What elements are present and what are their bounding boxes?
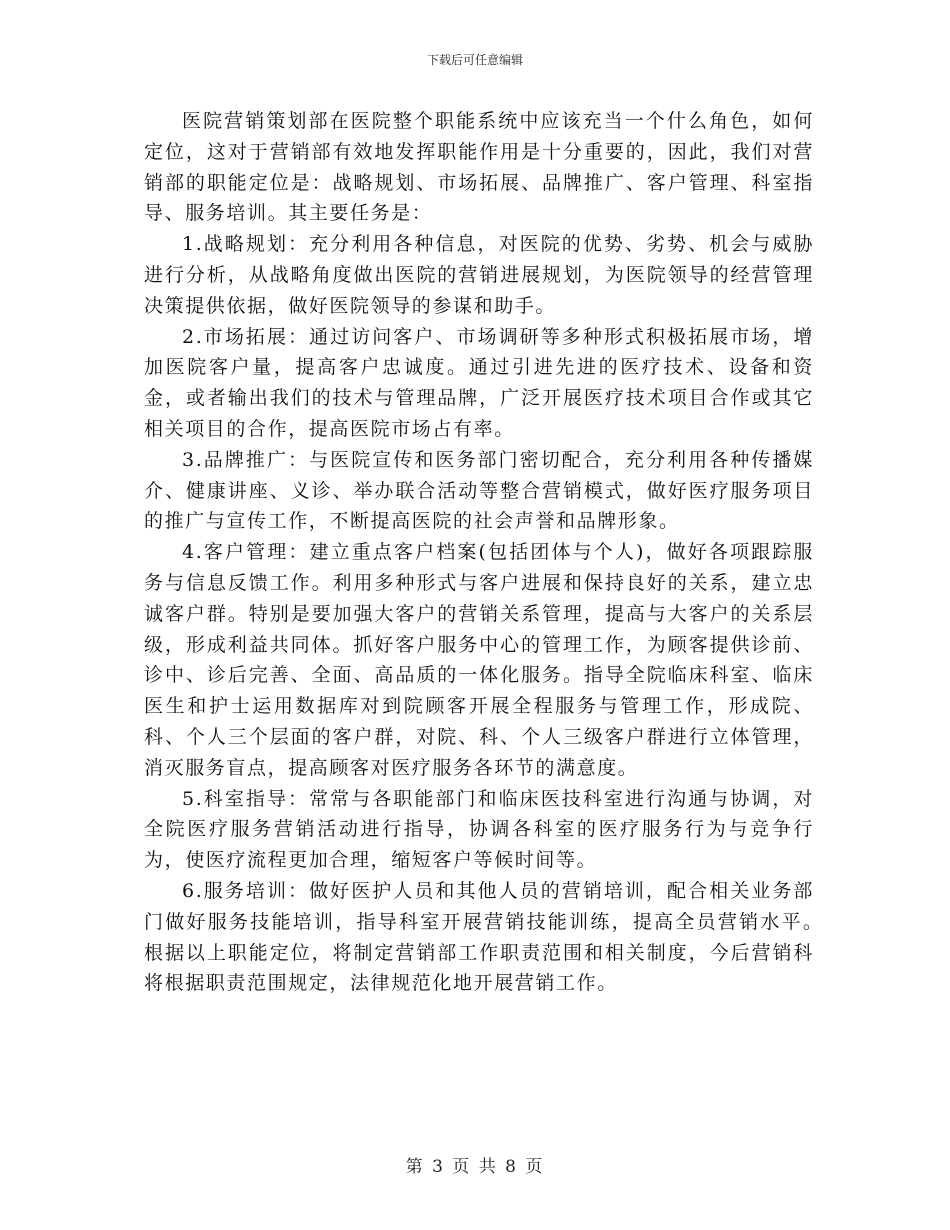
page-footer-suffix: 页 — [525, 1157, 545, 1177]
page-footer-prefix: 第 — [405, 1157, 425, 1177]
service-training-paragraph: 6.服务培训：做好医护人员和其他人员的营销培训，配合相关业务部门做好服务技能培训，指导科室开展营销技能训练，提高全员营销水平。 根据以上职能定位，将制定营销部工作职责范围和相关制度，今后营销科将根据职责范围规定，法律规范化地开展营销工作。 — [144, 879, 856, 995]
market-expansion-paragraph: 2.市场拓展：通过访问客户、市场调研等多种形式积极拓展市场，增加医院客户量，提高客户忠诚度。通过引进先进的医疗技术、设备和资金，或者输出我们的技术与管理品牌，广泛开展医疗技术项目合作或其它相关项目的合作，提高医院市场占有率。 — [144, 325, 814, 440]
brand-promotion-paragraph: 3.品牌推广：与医院宣传和医务部门密切配合，充分利用各种传播媒介、健康讲座、义诊、举办联合活动等整合营销模式，做好医疗服务项目的推广与宣传工作，不断提高医院的社会声誉和品牌形象。 — [144, 448, 814, 533]
page-footer — [0, 1156, 950, 1178]
page-footer-middle: 页 共 — [452, 1157, 498, 1177]
document-body — [144, 106, 856, 999]
page-header-note: 下载后可任意编辑 — [426, 53, 523, 67]
customer-management-paragraph: 4.客户管理：建立重点客户档案(包括团体与个人)，做好各项跟踪服务与信息反馈工作。利用多种形式与客户进展和保持良好的关系，建立忠诚客户群。特别是要加强大客户的营销关系管理，提高与大客户的关系层级，形成利益共同体。抓好客户服务中心的管理工作，为顾客提供诊前、诊中、诊后完善、全面、高品质的一体化服务。指导全院临床科室、临床医生和护士运用数据库对到院顾客开展全程服务与管理工作，形成院、科、个人三个层面的客户群，对院、科、个人三级客户群进行立体管理，消灭服务盲点，提高顾客对医疗服务各环节的满意度。 — [144, 541, 814, 779]
department-guidance-paragraph: 5.科室指导：常常与各职能部门和临床医技科室进行沟通与协调，对全院医疗服务营销活动进行指导，协调各科室的医疗服务行为与竞争行为，使医疗流程更加合理，缩短客户等候时间等。 — [144, 787, 814, 872]
strategy-planning-paragraph: 1.战略规划：充分利用各种信息，对医院的优势、劣势、机会与威胁进行分析，从战略角度做出医院的营销进展规划，为医院领导的经营管理决策提供依据，做好医院领导的参谋和助手。 — [144, 233, 814, 317]
intro-paragraph: 医院营销策划部在医院整个职能系统中应该充当一个什么角色，如何定位，这对于营销部有效地发挥职能作用是十分重要的，因此，我们对营销部的职能定位是：战略规划、市场拓展、品牌推广、客户管理、科室指导、服务培训。其主要任务是： — [144, 110, 814, 225]
total-page-count: 8 — [505, 1157, 518, 1177]
current-page-number: 3 — [432, 1157, 445, 1177]
